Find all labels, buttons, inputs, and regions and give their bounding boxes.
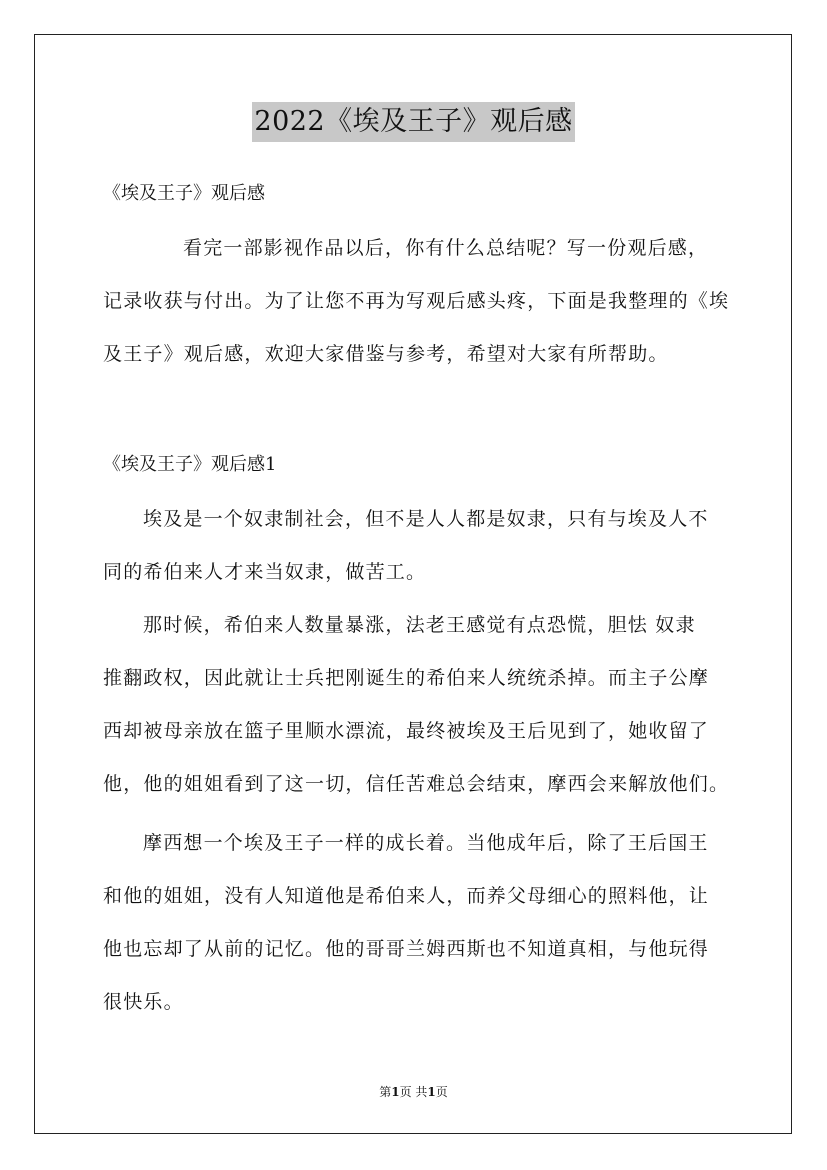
intro-line: 及王子》观后感，欢迎大家借鉴与参考，希望对大家有所帮助。	[103, 343, 669, 365]
footer-page-suffix: 页	[435, 1085, 448, 1099]
body-line: 很快乐。	[103, 991, 184, 1013]
body-line: 同的希伯来人才来当奴隶，做苦工。	[103, 561, 427, 583]
body-line: 他也忘却了从前的记忆。他的哥哥兰姆西斯也不知道真相，与他玩得	[103, 938, 710, 960]
footer-page-mid: 页 共	[399, 1085, 428, 1099]
body-line: 推翻政权，因此就让士兵把刚诞生的希伯来人统统杀掉。而主子公摩	[103, 667, 710, 689]
footer-page-prefix: 第	[379, 1085, 392, 1099]
document-subtitle: 《埃及王子》观后感	[103, 183, 265, 204]
title-container	[0, 102, 827, 142]
body-line: 那时候，希伯来人数量暴涨，法老王感觉有点恐慌，胆怯 奴隶	[143, 614, 696, 636]
section-heading: 《埃及王子》观后感1	[103, 454, 277, 475]
footer-page-total: 1	[427, 1085, 436, 1099]
intro-line: 记录收获与付出。为了让您不再为写观后感头疼，下面是我整理的《埃	[103, 290, 730, 312]
body-line: 埃及是一个奴隶制社会，但不是人人都是奴隶，只有与埃及人不	[143, 508, 709, 530]
body-line: 摩西想一个埃及王子一样的成长着。当他成年后，除了王后国王	[143, 832, 709, 854]
body-line: 和他的姐姐，没有人知道他是希伯来人，而养父母细心的照料他，让	[103, 885, 710, 907]
body-line: 西却被母亲放在篮子里顺水漂流，最终被埃及王后见到了，她收留了	[103, 720, 710, 742]
body-line: 他，他的姐姐看到了这一切，信任苦难总会结束，摩西会来解放他们。	[103, 773, 730, 795]
page-footer	[0, 1084, 827, 1100]
footer-page-number: 1	[391, 1085, 400, 1099]
document-title: 2022《埃及王子》观后感	[252, 102, 574, 142]
intro-line: 看完一部影视作品以后，你有什么总结呢？写一份观后感，	[183, 237, 709, 259]
